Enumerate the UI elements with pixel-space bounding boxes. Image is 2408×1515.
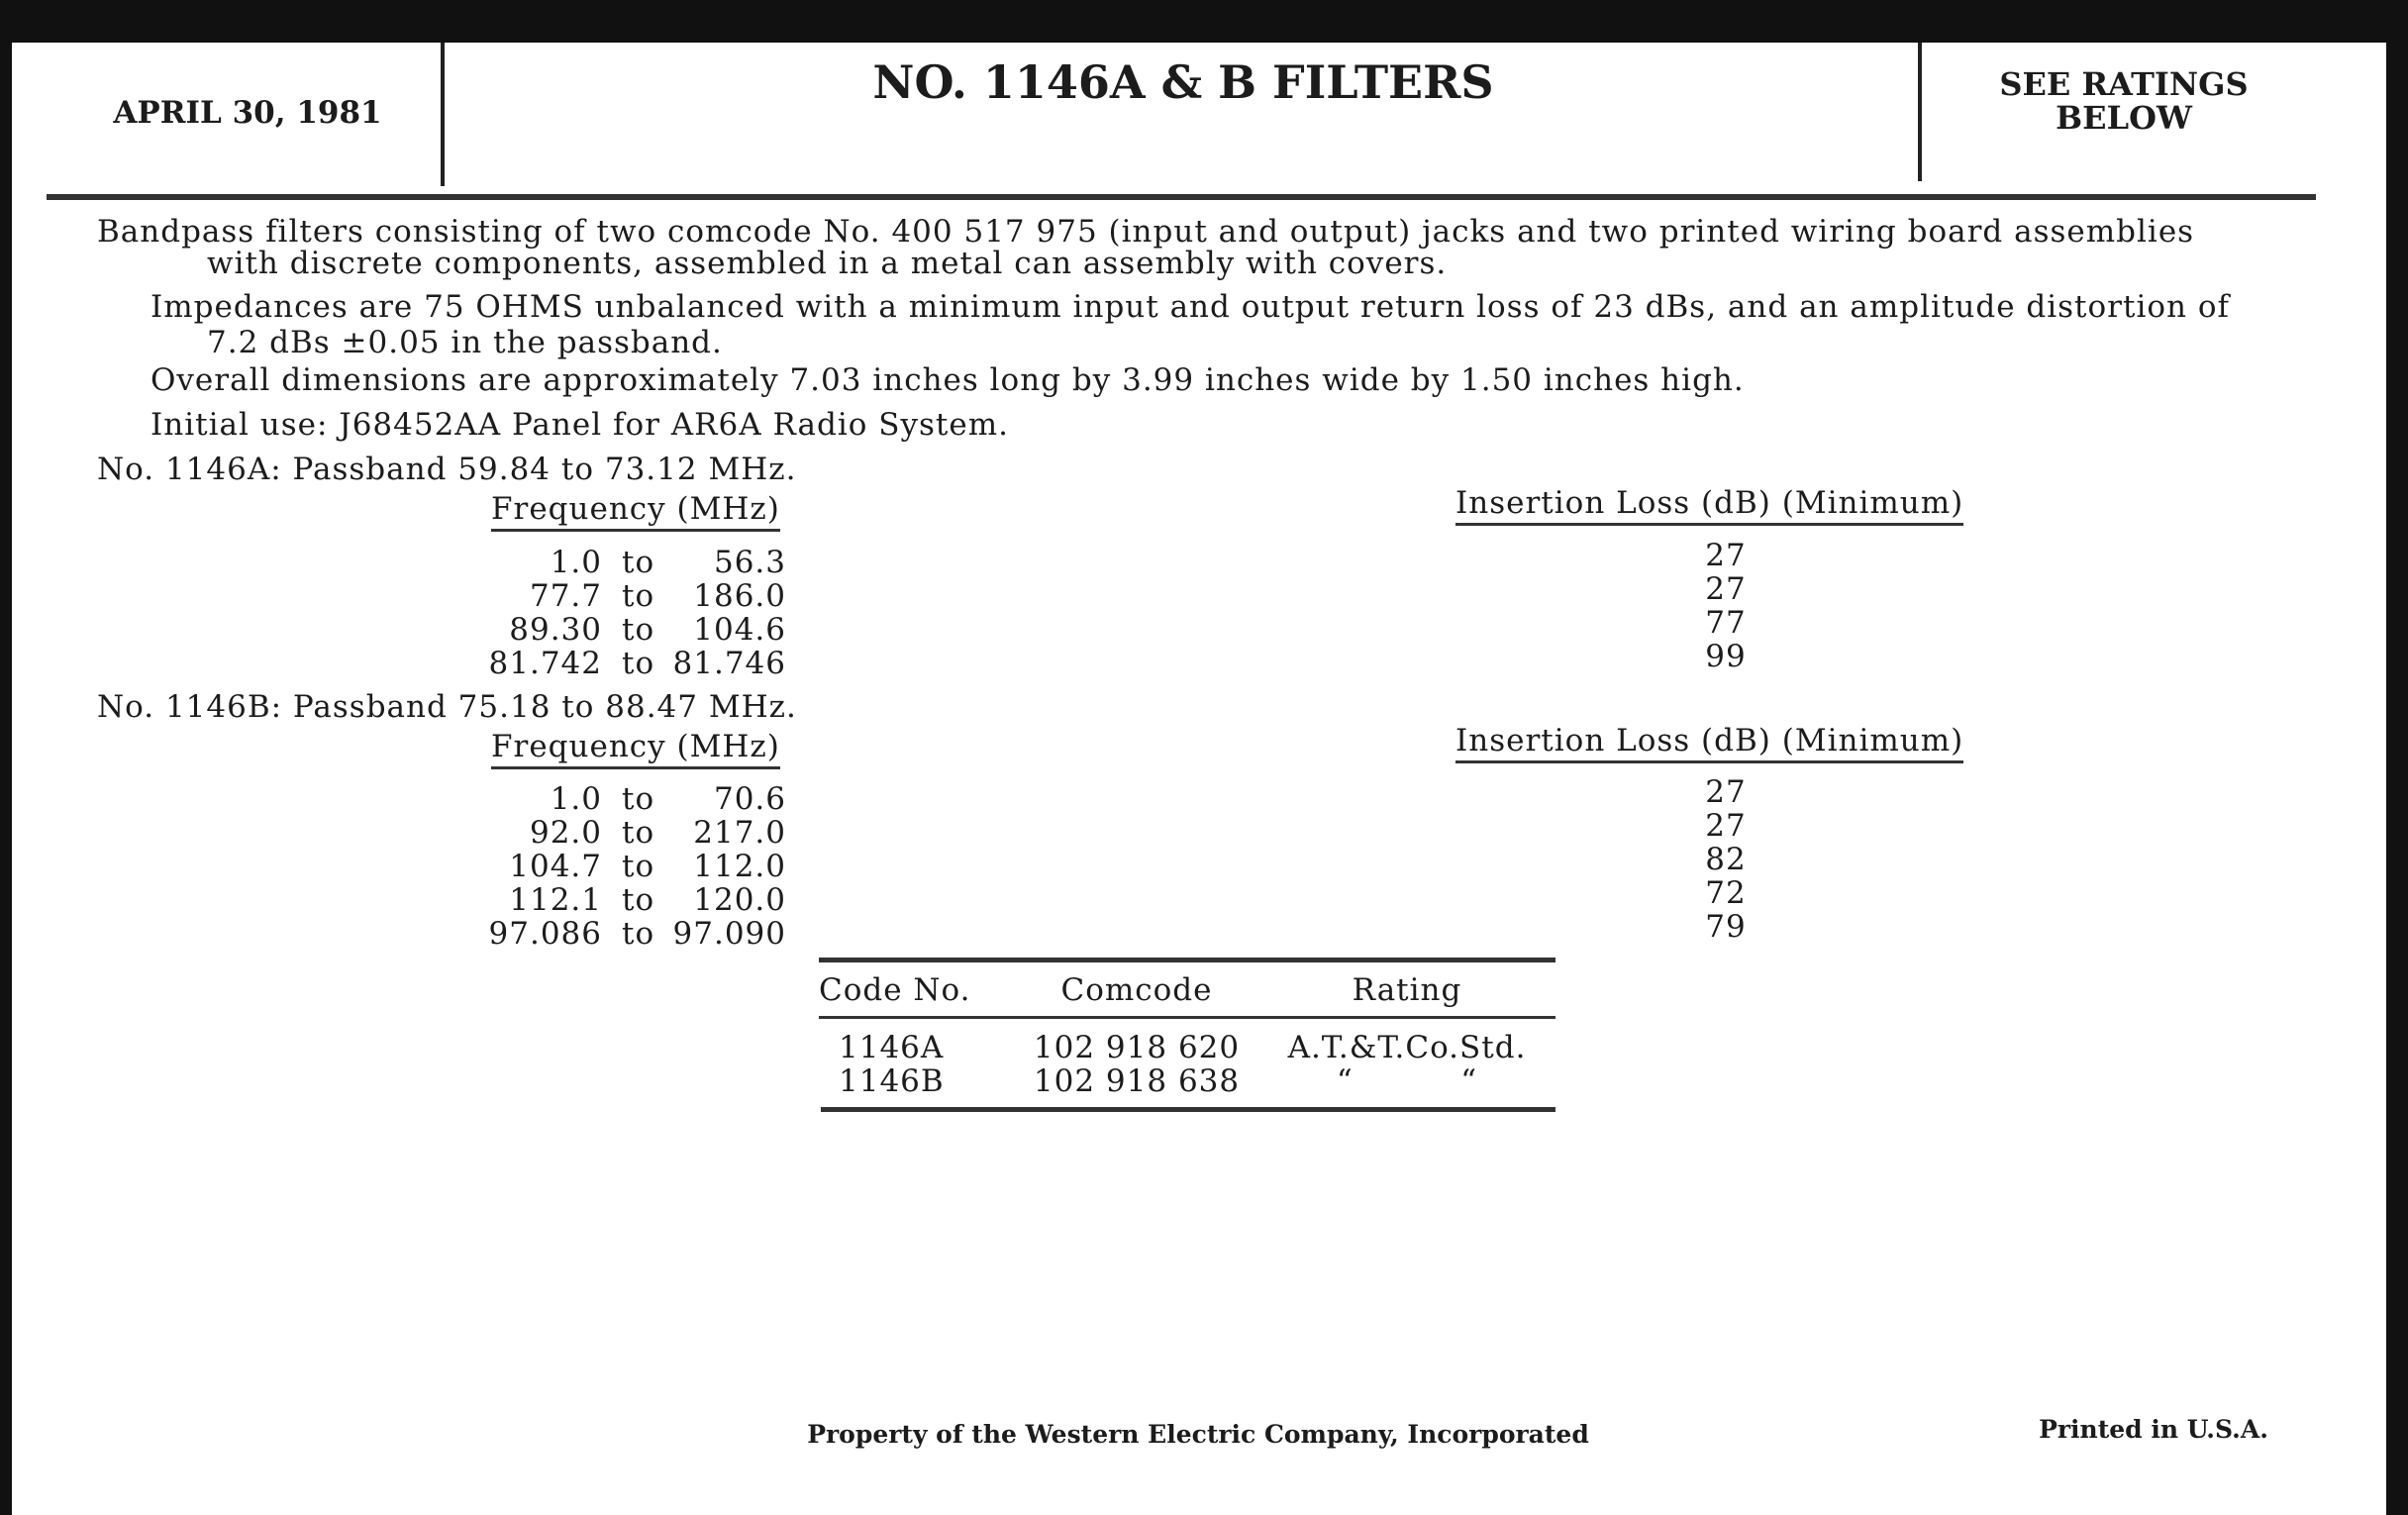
- filter-a-freq-from: 77.7: [529, 578, 602, 614]
- filter-a-freq-from: 89.30: [509, 612, 602, 648]
- filter-b-freq-to-word: to: [622, 882, 655, 918]
- filter-a-freq-to: 56.3: [713, 545, 786, 580]
- filter-b-freq-to: 97.090: [672, 916, 786, 952]
- filter-a-freq-to-word: to: [622, 612, 655, 648]
- filter-a-insertion-loss: 77: [1705, 605, 1747, 641]
- code-table-cell: 102 918 638: [1033, 1063, 1241, 1099]
- description-p4: Initial use: J68452AA Panel for AR6A Radio System.: [150, 407, 1009, 443]
- code-table-mid-rule: [819, 1016, 1555, 1019]
- date: APRIL 30, 1981: [113, 95, 382, 131]
- scan-border-right: [2386, 0, 2408, 1515]
- header-divider-left: [441, 43, 445, 186]
- filter-a-heading: No. 1146A: Passband 59.84 to 73.12 MHz.: [97, 452, 797, 487]
- filter-b-insertion-loss: 27: [1705, 774, 1747, 810]
- filter-b-freq-from: 1.0: [550, 781, 602, 817]
- code-table-cell: “ “: [1336, 1063, 1478, 1099]
- code-table-cell: 1146B: [839, 1063, 945, 1099]
- filter-a-freq-to-word: to: [622, 545, 655, 580]
- filter-b-insertion-loss: 27: [1705, 808, 1747, 844]
- filter-b-freq-to-word: to: [622, 916, 655, 952]
- code-table-cell: A.T.&T.Co.Std.: [1287, 1030, 1527, 1065]
- description-p1-line2: with discrete components, assembled in a metal can assembly with covers.: [207, 246, 1448, 281]
- filter-b-freq-to-word: to: [622, 781, 655, 817]
- page-title: NO. 1146A & B FILTERS: [872, 55, 1494, 109]
- filter-a-loss-header: Insertion Loss (dB) (Minimum): [1455, 485, 1963, 526]
- filter-b-freq-to: 217.0: [693, 815, 786, 851]
- scan-border-top: [0, 0, 2408, 43]
- filter-a-freq-to-word: to: [622, 646, 655, 681]
- filter-a-insertion-loss: 99: [1705, 639, 1747, 674]
- description-p2-line2: 7.2 dBs ±0.05 in the passband.: [207, 325, 723, 360]
- filter-b-freq-to: 70.6: [713, 781, 786, 817]
- filter-b-frequency-header: Frequency (MHz): [491, 729, 780, 769]
- filter-a-frequency-header: Frequency (MHz): [491, 491, 780, 532]
- filter-b-freq-from: 104.7: [509, 849, 602, 884]
- filter-a-freq-to: 186.0: [693, 578, 786, 614]
- scan-border-left: [0, 0, 12, 1515]
- description-p3: Overall dimensions are approximately 7.03 inches long by 3.99 inches wide by 1.50 inches high.: [150, 362, 1745, 398]
- code-table-header-comcode: Comcode: [1060, 972, 1213, 1008]
- filter-a-freq-to: 81.746: [672, 646, 786, 681]
- description-p2-line1: Impedances are 75 OHMS unbalanced with a minimum input and output return loss of 23 dBs, and an amplitude distortion of: [150, 289, 2230, 325]
- code-table-header-rating: Rating: [1352, 972, 1462, 1008]
- filter-b-freq-from: 112.1: [509, 882, 602, 918]
- footer-printed: Printed in U.S.A.: [2039, 1415, 2268, 1444]
- ratings-note-line1: SEE RATINGS: [1999, 65, 2249, 103]
- filter-b-heading: No. 1146B: Passband 75.18 to 88.47 MHz.: [97, 689, 797, 725]
- header-rule: [47, 194, 2316, 200]
- filter-b-freq-to-word: to: [622, 849, 655, 884]
- filter-b-insertion-loss: 72: [1705, 875, 1747, 911]
- filter-b-freq-to: 112.0: [693, 849, 786, 884]
- filter-b-freq-from: 92.0: [529, 815, 602, 851]
- filter-b-freq-to-word: to: [622, 815, 655, 851]
- filter-b-freq-to: 120.0: [693, 882, 786, 918]
- ratings-note-line2: BELOW: [2056, 99, 2192, 137]
- filter-a-insertion-loss: 27: [1705, 538, 1747, 573]
- filter-b-freq-from: 97.086: [488, 916, 602, 952]
- code-table-cell: 102 918 620: [1033, 1030, 1241, 1065]
- footer-property: Property of the Western Electric Company, Incorporated: [807, 1420, 1589, 1449]
- filter-a-insertion-loss: 27: [1705, 571, 1747, 607]
- filter-b-insertion-loss: 82: [1705, 842, 1747, 877]
- filter-a-freq-to-word: to: [622, 578, 655, 614]
- filter-a-freq-from: 81.742: [488, 646, 602, 681]
- filter-a-freq-from: 1.0: [550, 545, 602, 580]
- filter-b-loss-header: Insertion Loss (dB) (Minimum): [1455, 723, 1963, 763]
- filter-a-freq-to: 104.6: [693, 612, 786, 648]
- header-divider-right: [1918, 43, 1922, 181]
- code-table-header-code: Code No.: [819, 972, 971, 1008]
- code-table-cell: 1146A: [839, 1030, 945, 1065]
- description-p1-line1: Bandpass filters consisting of two comcode No. 400 517 975 (input and output) jacks and two printed wiring board assemblies: [97, 214, 2195, 250]
- filter-b-insertion-loss: 79: [1705, 909, 1747, 945]
- code-table-bottom-rule: [821, 1107, 1555, 1112]
- code-table-top-rule: [819, 958, 1555, 962]
